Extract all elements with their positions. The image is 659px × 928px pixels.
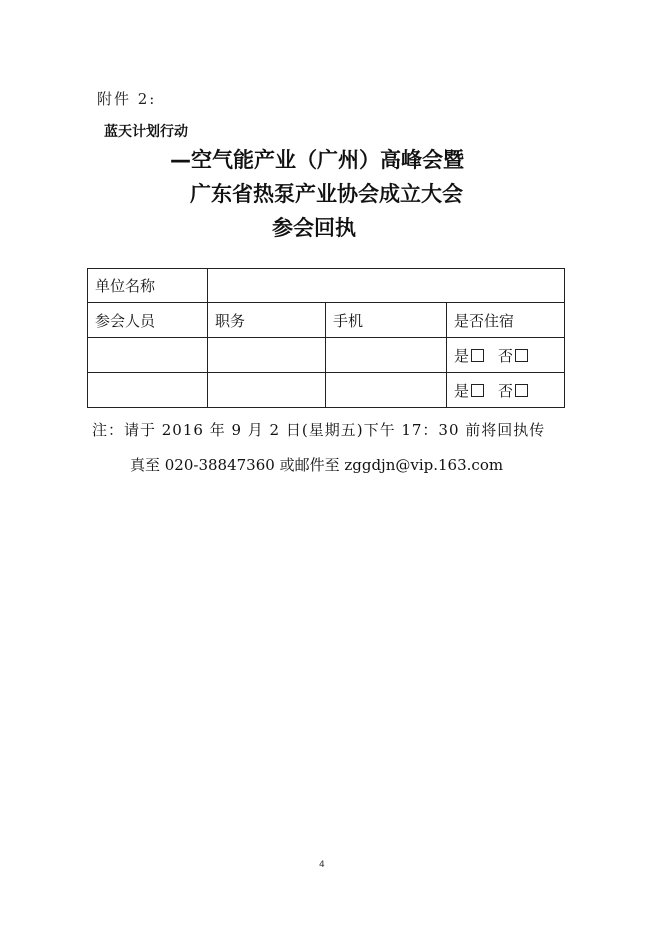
table-header-row [88,303,565,338]
page-number: 4 [319,860,325,870]
note-line-1: 注：请于 2016 年 9 月 2 日(星期五)下午 17：30 前将回执传 [92,421,546,439]
yes-label: 是 [454,381,470,400]
table-row [88,338,565,373]
unit-name-field[interactable] [208,269,565,303]
table-row [88,269,565,303]
unit-name-label: 单位名称 [88,269,208,303]
title-line-1: —空气能产业（广州）高峰会暨 [170,148,464,172]
table-row [88,373,565,408]
header-mobile: 手机 [326,303,447,338]
header-accommodation: 是否住宿 [447,303,565,338]
mobile-field[interactable] [326,373,447,408]
yes-checkbox[interactable] [471,384,484,397]
header-attendee: 参会人员 [88,303,208,338]
no-label: 否 [498,346,514,365]
registration-table [87,268,565,408]
yes-label: 是 [454,346,470,365]
yes-checkbox[interactable] [471,349,484,362]
mobile-field[interactable] [326,338,447,373]
position-field[interactable] [208,373,326,408]
attendee-field[interactable] [88,338,208,373]
no-checkbox[interactable] [515,384,528,397]
accommodation-choice [447,338,565,373]
title-line-2: 广东省热泵产业协会成立大会 [190,182,463,206]
pretitle: 蓝天计划行动 [104,124,188,140]
attachment-label: 附件 2: [97,90,157,108]
attendee-field[interactable] [88,373,208,408]
title-line-3: 参会回执 [272,216,356,240]
header-position: 职务 [208,303,326,338]
no-label: 否 [498,381,514,400]
position-field[interactable] [208,338,326,373]
accommodation-choice [447,373,565,408]
note-line-2: 真至 020-38847360 或邮件至 zggdjn@vip.163.com [130,456,504,474]
no-checkbox[interactable] [515,349,528,362]
